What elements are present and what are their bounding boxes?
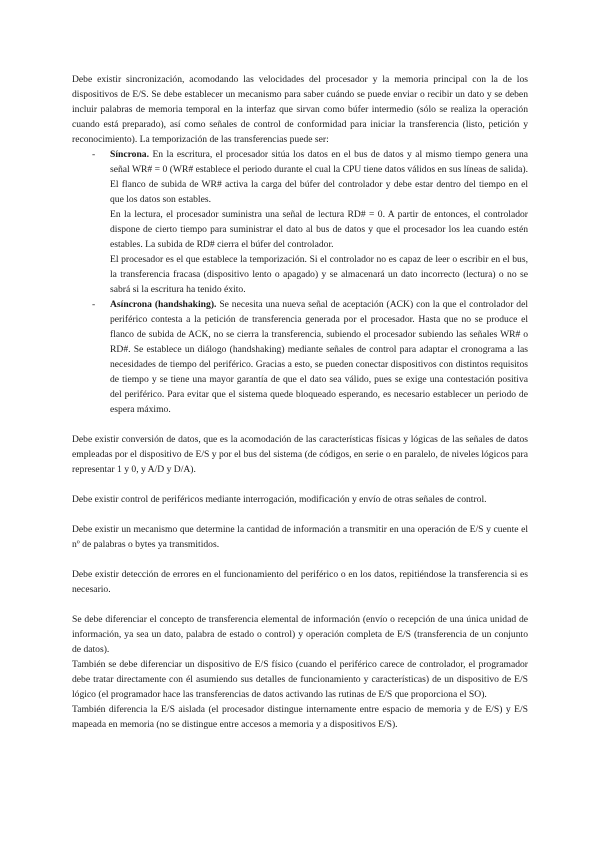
term-asincrona: Asíncrona (handshaking). (110, 299, 217, 310)
sincrona-writing-text: En la escritura, el procesador sitúa los datos en el bus de datos y al mismo tiempo genera una señal WR# = 0 (WR# establece el periodo durante el cual la CPU tiene datos válidos en sus líneas de salida). El flanco de subida de WR# activa la carga del búfer del controlador y debe estar dentro del tiempo en el que los datos son estables. (110, 149, 528, 205)
intro-paragraph: Debe existir sincronización, acomodando las velocidades del procesador y la memoria principal con la de los dispositivos de E/S. Se debe establecer un mecanismo para saber cuándo se puede enviar o recibir un dato y se deben incluir palabras de memoria temporal en la interfaz que sirvan como búfer intermedio (sólo se realiza la operación cuando está preparado), así como señales de control de conformidad para iniciar la transferencia (listo, petición y reconocimiento). La temporización de las transferencias puede ser: (72, 74, 528, 145)
aislada-paragraph: También diferencia la E/S aislada (el procesador distingue internamente entre espacio de memoria y de E/S) y E/S mapeada en memoria (no se distingue entre accesos a memoria y a dispositivos E/S). (72, 704, 528, 730)
mecanismo-paragraph: Debe existir un mecanismo que determine la cantidad de información a transmitir en una operación de E/S y cuente el nº de palabras o bytes ya transmitidos. (72, 524, 528, 550)
control-paragraph: Debe existir control de periféricos mediante interrogación, modificación y envío de otras señales de control. (72, 494, 487, 505)
fisico-logico-paragraph: También se debe diferenciar un dispositivo de E/S físico (cuando el periférico carece de controlador, el programador debe tratar directamente con él asumiendo sus detalles de funcionamiento y características) de un dispositivo de E/S lógico (el programador hace las transferencias de datos activando las rutinas de E/S que proporciona el SO). (72, 659, 528, 700)
diferenciar-paragraph: Se debe diferenciar el concepto de transferencia elemental de información (envío o recepción de una única unidad de información, ya sea un dato, palabra de estado o control) y operación completa de E/S (transferencia de un conjunto de datos). (72, 614, 528, 655)
term-sincrona: Síncrona. (110, 149, 150, 160)
timing-list (72, 147, 528, 417)
conversion-paragraph: Debe existir conversión de datos, que es la acomodación de las características físicas y lógicas de las señales de datos empleadas por el dispositivo de E/S y por el bus del sistema (de códigos, en serie o en paralelo, de niveles lógicos para representar 1 y 0, y A/D y D/A). (72, 434, 528, 475)
sincrona-timing: El procesador es el que establece la temporización. Si el controlador no es capaz de leer o escribir en el bus, la transferencia fracasa (dispositivo lento o apagado) y se almacenará un dato incorrecto (lectura) o no se sabrá si la escritura ha tenido éxito. (110, 254, 528, 295)
sincrona-writing (110, 147, 528, 207)
asincrona-body: Se necesita una nueva señal de aceptación (ACK) con la que el controlador del periférico contesta a la petición de transferencia generada por el procesador. Hasta que no se produce el flanco de subida de ACK, no se cierra la transferencia, subiendo el procesador subiendo las señales WR# o RD#. Se establece un diálogo (handshaking) mediante señales de control para adaptar el cronograma a las necesidades de tiempo del periférico. Gracias a esto, se pueden conectar dispositivos con distintos requisitos de tiempo y se tiene una mayor garantía de que el dato sea válido, pues se exige una contestación positiva del periférico. Para evitar que el sistema quede bloqueado esperando, es necesario establecer un periodo de espera máximo. (110, 299, 528, 415)
list-dash: - (92, 149, 96, 160)
sincrona-reading: En la lectura, el procesador suministra una señal de lectura RD# = 0. A partir de entonces, el controlador dispone de cierto tiempo para suministrar el dato al bus de datos y que el procesador los lea cuando estén estables. La subida de RD# cierra el búfer del controlador. (110, 209, 528, 250)
list-item-sincrona (72, 147, 528, 297)
list-dash: - (92, 299, 96, 310)
errores-paragraph: Debe existir detección de errores en el funcionamiento del periférico o en los datos, repitiéndose la transferencia si es necesario. (72, 569, 528, 595)
asincrona-text (110, 297, 528, 417)
list-item-asincrona (72, 297, 528, 417)
